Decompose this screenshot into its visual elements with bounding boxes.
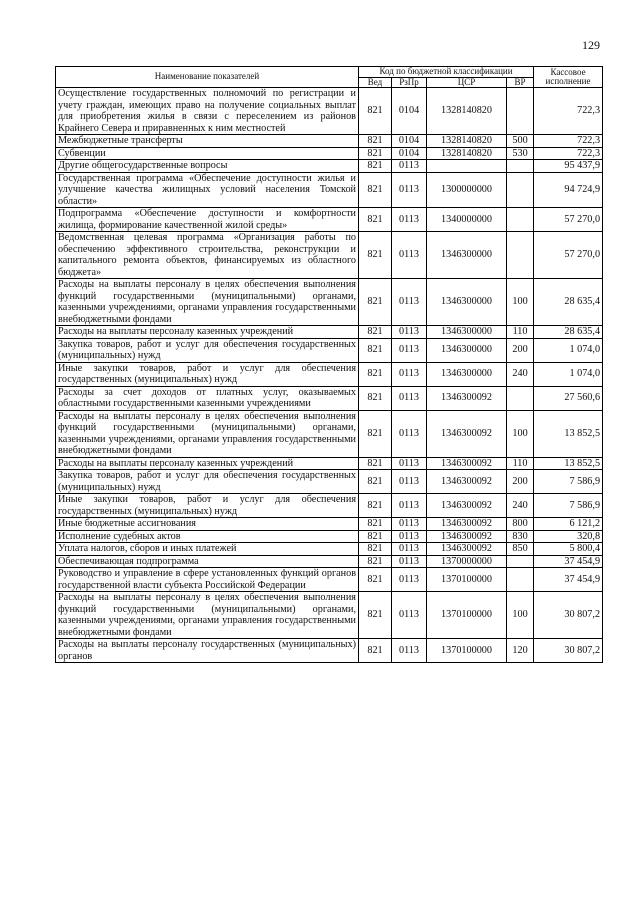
cell-vr: 500: [507, 135, 534, 148]
cell-vr: 100: [507, 279, 534, 326]
cell-rzpr: 0113: [392, 543, 427, 556]
cell-sum: 320,8: [534, 530, 603, 543]
cell-vr: [507, 555, 534, 568]
cell-name: Межбюджетные трансферты: [56, 135, 359, 148]
cell-name: Осуществление государственных полномочий по регистрации и учету граждан, имеющих право на получение социальных выплат для приобретения жилья в связи с переселением из районов Крайнего Севера и приравненных к ним местностей: [56, 88, 359, 135]
cell-sum: 5 800,4: [534, 543, 603, 556]
cell-rzpr: 0113: [392, 457, 427, 470]
page-number: 129: [582, 38, 600, 52]
cell-csr: 1346300092: [427, 457, 507, 470]
cell-rzpr: 0104: [392, 88, 427, 135]
cell-name: Уплата налогов, сборов и иных платежей: [56, 543, 359, 556]
cell-sum: 27 560,6: [534, 386, 603, 410]
table-row: [56, 555, 603, 568]
cell-name: Иные закупки товаров, работ и услуг для обеспечения государственных (муниципальных) нужд: [56, 494, 359, 518]
table-row: [56, 232, 603, 279]
cell-ved: 821: [359, 208, 392, 232]
table-row: [56, 386, 603, 410]
header-ved: Вед: [359, 77, 392, 88]
cell-rzpr: 0113: [392, 362, 427, 386]
cell-name: Исполнение судебных актов: [56, 530, 359, 543]
cell-ved: 821: [359, 147, 392, 160]
cell-vr: 110: [507, 326, 534, 339]
cell-csr: 1346300000: [427, 326, 507, 339]
header-code-group: Код по бюджетной классификации: [359, 67, 534, 78]
cell-ved: 821: [359, 470, 392, 494]
cell-ved: 821: [359, 338, 392, 362]
header-csr: ЦСР: [427, 77, 507, 88]
table-row: [56, 279, 603, 326]
cell-ved: 821: [359, 326, 392, 339]
cell-ved: 821: [359, 88, 392, 135]
table-row: [56, 410, 603, 457]
cell-csr: 1346300092: [427, 410, 507, 457]
cell-vr: 120: [507, 639, 534, 663]
table-row: [56, 568, 603, 592]
cell-name: Расходы за счет доходов от платных услуг, оказываемых областными государственными казенными учреждениями: [56, 386, 359, 410]
cell-rzpr: 0104: [392, 135, 427, 148]
cell-sum: 1 074,0: [534, 362, 603, 386]
cell-rzpr: 0113: [392, 232, 427, 279]
cell-rzpr: 0113: [392, 518, 427, 531]
cell-ved: 821: [359, 530, 392, 543]
cell-csr: 1346300092: [427, 494, 507, 518]
table-row: [56, 326, 603, 339]
cell-rzpr: 0104: [392, 147, 427, 160]
cell-ved: 821: [359, 568, 392, 592]
cell-ved: 821: [359, 279, 392, 326]
cell-sum: 1 074,0: [534, 338, 603, 362]
cell-name: Обеспечивающая подпрограмма: [56, 555, 359, 568]
cell-ved: 821: [359, 592, 392, 639]
cell-vr: 800: [507, 518, 534, 531]
cell-csr: 1346300000: [427, 362, 507, 386]
table-row: [56, 470, 603, 494]
table-row: [56, 172, 603, 208]
cell-name: Иные закупки товаров, работ и услуг для обеспечения государственных (муниципальных) нужд: [56, 362, 359, 386]
cell-vr: [507, 232, 534, 279]
cell-csr: 1328140820: [427, 88, 507, 135]
table-row: [56, 639, 603, 663]
cell-ved: 821: [359, 160, 392, 173]
cell-sum: 95 437,9: [534, 160, 603, 173]
cell-csr: [427, 160, 507, 173]
cell-name: Расходы на выплаты персоналу в целях обеспечения выполнения функций государственными (муниципальными) органами, казенными учреждениями, органами управления государственными внебюджетными фондами: [56, 410, 359, 457]
cell-vr: 850: [507, 543, 534, 556]
cell-ved: 821: [359, 639, 392, 663]
table-row: [56, 338, 603, 362]
cell-sum: 6 121,2: [534, 518, 603, 531]
cell-csr: 1346300000: [427, 279, 507, 326]
cell-name: Другие общегосударственные вопросы: [56, 160, 359, 173]
cell-rzpr: 0113: [392, 338, 427, 362]
cell-ved: 821: [359, 543, 392, 556]
cell-csr: 1370100000: [427, 568, 507, 592]
cell-sum: 13 852,5: [534, 410, 603, 457]
cell-vr: [507, 88, 534, 135]
header-vr: ВР: [507, 77, 534, 88]
cell-name: Расходы на выплаты персоналу казенных учреждений: [56, 326, 359, 339]
cell-name: Руководство и управление в сфере установленных функций органов государственной власти субъекта Российской Федерации: [56, 568, 359, 592]
cell-csr: 1346300092: [427, 518, 507, 531]
cell-rzpr: 0113: [392, 568, 427, 592]
cell-sum: 722,3: [534, 135, 603, 148]
table-row: [56, 518, 603, 531]
cell-csr: 1370000000: [427, 555, 507, 568]
cell-sum: 7 586,9: [534, 494, 603, 518]
cell-csr: 1300000000: [427, 172, 507, 208]
cell-rzpr: 0113: [392, 208, 427, 232]
cell-vr: 110: [507, 457, 534, 470]
cell-sum: 28 635,4: [534, 279, 603, 326]
cell-ved: 821: [359, 135, 392, 148]
cell-csr: 1346300000: [427, 338, 507, 362]
table-row: [56, 543, 603, 556]
cell-sum: 7 586,9: [534, 470, 603, 494]
cell-vr: 240: [507, 494, 534, 518]
cell-sum: 722,3: [534, 147, 603, 160]
cell-csr: 1370100000: [427, 592, 507, 639]
header-sum: Кассовое исполнение: [534, 67, 603, 88]
table-row: [56, 88, 603, 135]
cell-rzpr: 0113: [392, 494, 427, 518]
cell-name: Закупка товаров, работ и услуг для обеспечения государственных (муниципальных) нужд: [56, 338, 359, 362]
cell-ved: 821: [359, 494, 392, 518]
cell-rzpr: 0113: [392, 530, 427, 543]
cell-rzpr: 0113: [392, 470, 427, 494]
table-row: [56, 208, 603, 232]
cell-vr: 100: [507, 592, 534, 639]
table-body: [56, 88, 603, 663]
cell-vr: 200: [507, 470, 534, 494]
cell-csr: 1346300092: [427, 470, 507, 494]
cell-vr: [507, 386, 534, 410]
cell-name: Расходы на выплаты персоналу в целях обеспечения выполнения функций государственными (муниципальными) органами, казенными учреждениями, органами управления государственными внебюджетными фондами: [56, 279, 359, 326]
cell-ved: 821: [359, 386, 392, 410]
table-row: [56, 147, 603, 160]
cell-rzpr: 0113: [392, 592, 427, 639]
cell-vr: [507, 208, 534, 232]
table-row: [56, 160, 603, 173]
cell-name: Субвенции: [56, 147, 359, 160]
cell-vr: [507, 568, 534, 592]
table-row: [56, 494, 603, 518]
cell-sum: 37 454,9: [534, 555, 603, 568]
cell-sum: 57 270,0: [534, 208, 603, 232]
cell-name: Расходы на выплаты персоналу казенных учреждений: [56, 457, 359, 470]
cell-sum: 30 807,2: [534, 592, 603, 639]
cell-csr: 1346300092: [427, 530, 507, 543]
cell-vr: [507, 160, 534, 173]
cell-sum: 57 270,0: [534, 232, 603, 279]
cell-rzpr: 0113: [392, 279, 427, 326]
cell-csr: 1346300000: [427, 232, 507, 279]
cell-csr: 1340000000: [427, 208, 507, 232]
cell-rzpr: 0113: [392, 160, 427, 173]
cell-sum: 30 807,2: [534, 639, 603, 663]
cell-vr: 200: [507, 338, 534, 362]
cell-name: Расходы на выплаты персоналу в целях обеспечения выполнения функций государственными (муниципальными) органами, казенными учреждениями, органами управления государственными внебюджетными фондами: [56, 592, 359, 639]
cell-vr: 830: [507, 530, 534, 543]
header-name: Наименование показателей: [56, 67, 359, 88]
cell-csr: 1346300092: [427, 543, 507, 556]
cell-vr: 100: [507, 410, 534, 457]
table-row: [56, 592, 603, 639]
cell-csr: 1328140820: [427, 135, 507, 148]
cell-name: Государственная программа «Обеспечение доступности жилья и улучшение качества жилищных условий населения Томской области»: [56, 172, 359, 208]
cell-ved: 821: [359, 232, 392, 279]
cell-name: Ведомственная целевая программа «Организация работы по обеспечению эффективного строительства, реконструкции и капитального ремонта объектов, финансируемых из областного бюджета»: [56, 232, 359, 279]
cell-ved: 821: [359, 362, 392, 386]
cell-rzpr: 0113: [392, 386, 427, 410]
cell-sum: 13 852,5: [534, 457, 603, 470]
cell-rzpr: 0113: [392, 326, 427, 339]
cell-ved: 821: [359, 410, 392, 457]
cell-csr: 1346300092: [427, 386, 507, 410]
cell-sum: 722,3: [534, 88, 603, 135]
cell-name: Подпрограмма «Обеспечение доступности и комфортности жилища, формирование качественной жилой среды»: [56, 208, 359, 232]
cell-rzpr: 0113: [392, 410, 427, 457]
table-row: [56, 135, 603, 148]
table-row: [56, 362, 603, 386]
cell-csr: 1328140820: [427, 147, 507, 160]
cell-vr: [507, 172, 534, 208]
header-rzpr: РзПр: [392, 77, 427, 88]
table-row: [56, 530, 603, 543]
budget-table: [55, 66, 603, 663]
cell-name: Иные бюджетные ассигнования: [56, 518, 359, 531]
cell-ved: 821: [359, 457, 392, 470]
cell-rzpr: 0113: [392, 172, 427, 208]
table-row: [56, 457, 603, 470]
cell-name: Закупка товаров, работ и услуг для обеспечения государственных (муниципальных) нужд: [56, 470, 359, 494]
cell-vr: 240: [507, 362, 534, 386]
cell-sum: 28 635,4: [534, 326, 603, 339]
cell-ved: 821: [359, 555, 392, 568]
cell-sum: 37 454,9: [534, 568, 603, 592]
cell-sum: 94 724,9: [534, 172, 603, 208]
cell-vr: 530: [507, 147, 534, 160]
cell-ved: 821: [359, 518, 392, 531]
cell-name: Расходы на выплаты персоналу государственных (муниципальных) органов: [56, 639, 359, 663]
table-header: [56, 67, 603, 88]
cell-ved: 821: [359, 172, 392, 208]
cell-rzpr: 0113: [392, 555, 427, 568]
cell-csr: 1370100000: [427, 639, 507, 663]
cell-rzpr: 0113: [392, 639, 427, 663]
